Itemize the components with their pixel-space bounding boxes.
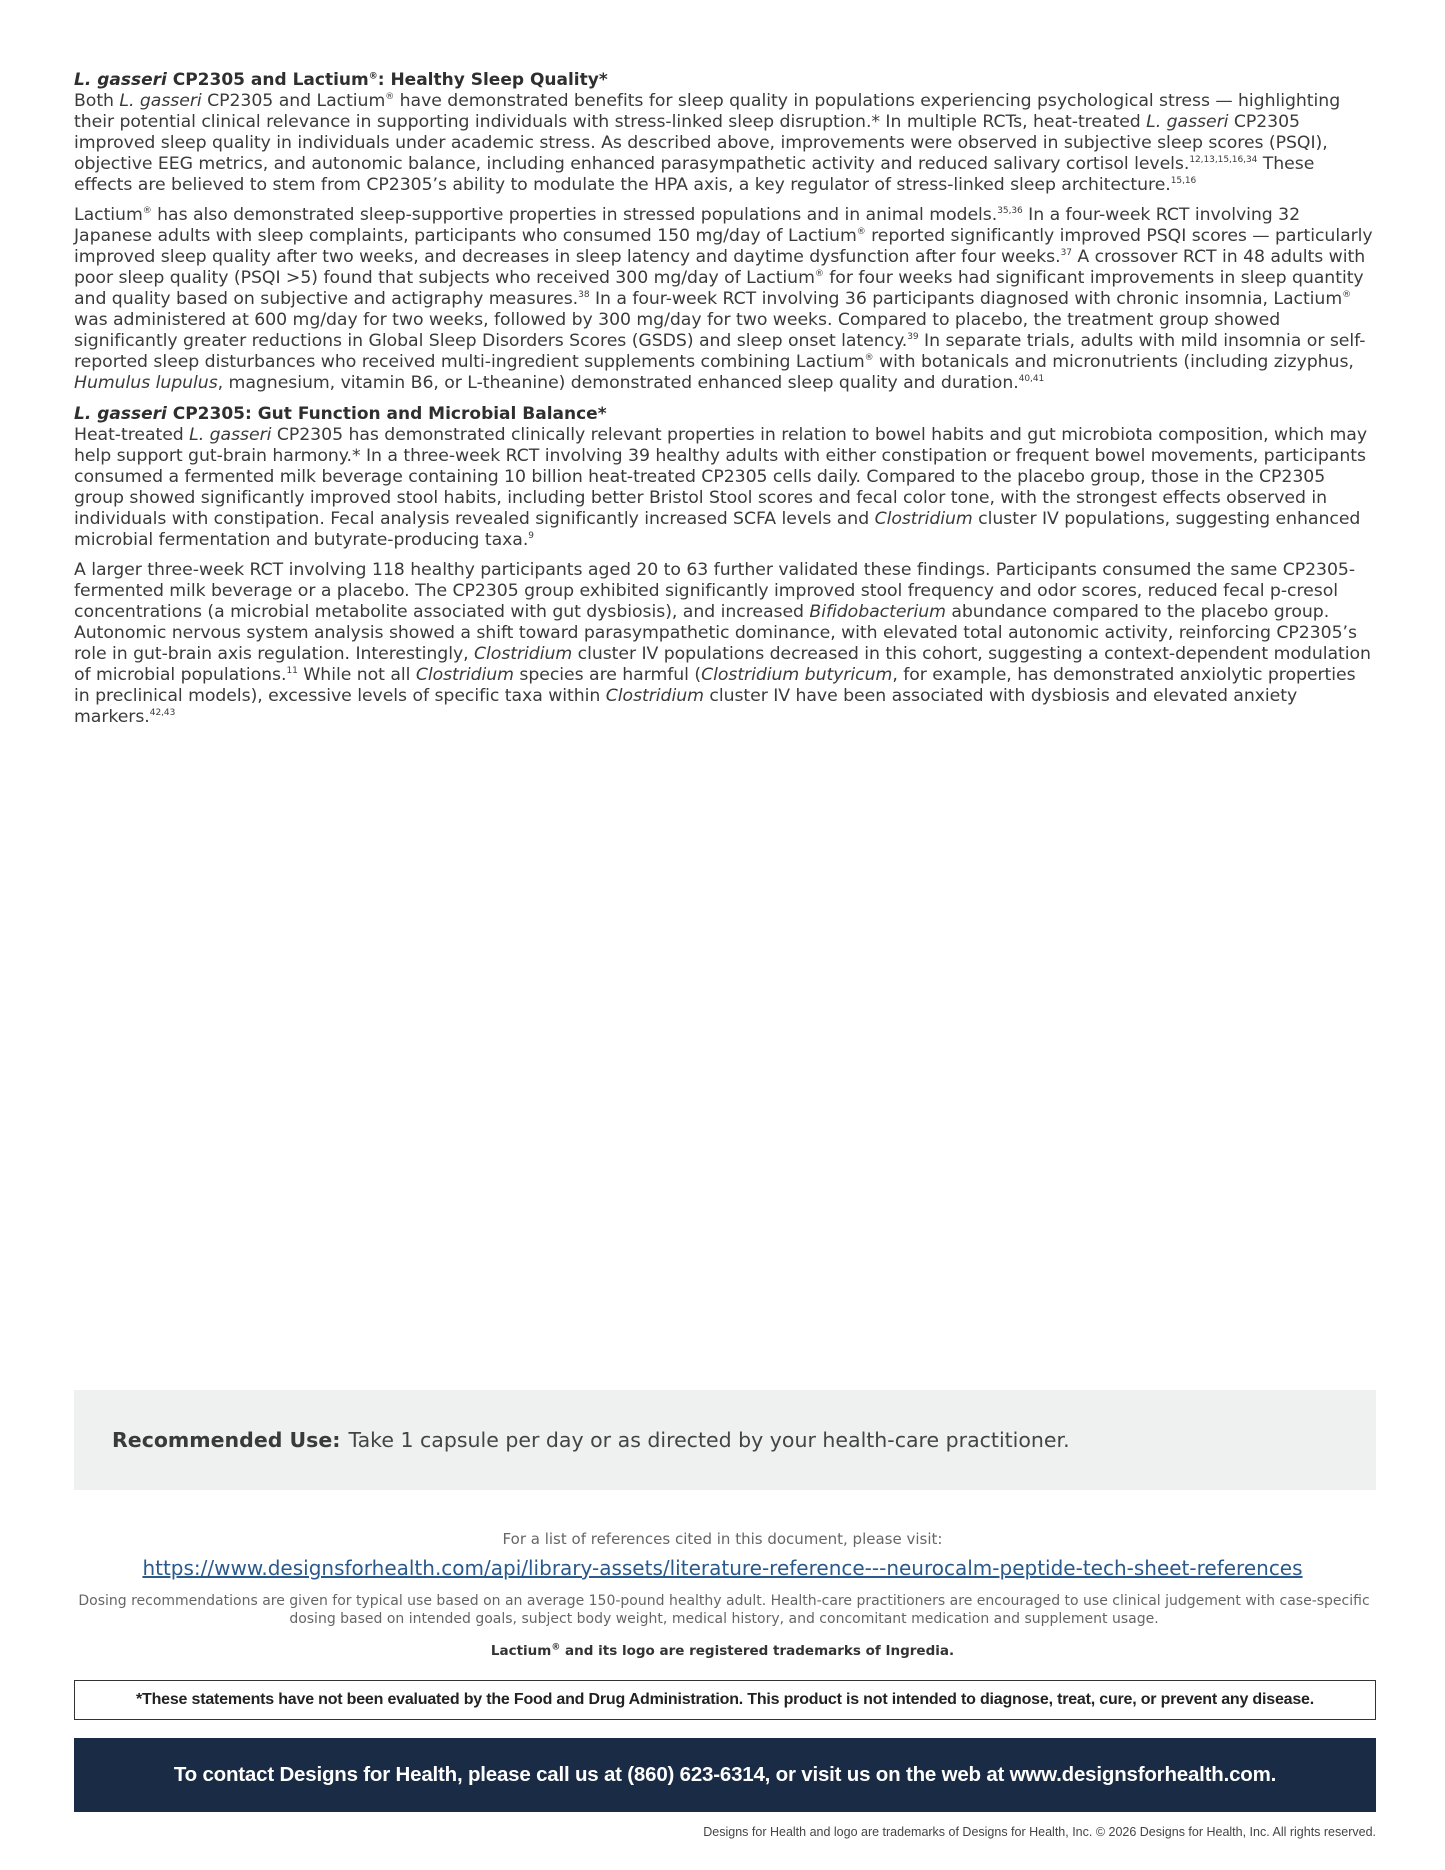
section-heading: L. gasseri CP2305 and Lactium®: Healthy Sleep Quality* [74, 70, 608, 90]
trademark-note: Lactium® and its logo are registered trademarks of Ingredia. [490, 1642, 955, 1659]
recommended-use-text: Take 1 capsule per day or as directed by your health-care practitioner. [348, 1428, 1070, 1452]
section-sleep-quality [74, 70, 1374, 394]
section-heading: L. gasseri CP2305: Gut Function and Microbial Balance* [74, 404, 607, 424]
recommended-use-label: Recommended Use: [112, 1428, 341, 1452]
paragraph: Heat-treated L. gasseri CP2305 has demonstrated clinically relevant properties in relation to bowel habits and gut microbiota composition, which may help support gut-brain harmony.* In a three-week RCT involving 39 healthy adults with either constipation or frequent bowel movements, participants consumed a fermented milk beverage containing 10 billion heat-treated CP2305 cells daily. Compared to the placebo group, those in the CP2305 group showed significantly improved stool habits, including better Bristol Stool scores and fecal color tone, with the strongest effects observed in individuals with constipation. Fecal analysis revealed significantly increased SCFA levels and Clostridium cluster IV populations, suggesting enhanced microbial fermentation and butyrate-producing taxa.$^9$ [74, 425, 1368, 550]
paragraph: A larger three-week RCT involving 118 healthy participants aged 20 to 63 further validated these findings. Participants consumed the same CP2305-fermented milk beverage or a placebo. The CP2305 group exhibited significantly improved stool frequency and odor scores, reduced fecal p-cresol concentrations (a microbial metabolite associated with gut dysbiosis), and increased Bifidobacterium abundance compared to the placebo group. Autonomic nervous system analysis showed a shift toward parasympathetic dominance, with elevated total autonomic activity, reinforcing CP2305’s role in gut-brain axis regulation. Interestingly, Clostridium cluster IV populations decreased in this cohort, suggesting a context-dependent modulation of microbial populations.$^{11}$ While not all Clostridium species are harmful (Clostridium butyricum, for example, has demonstrated anxiolytic properties in preclinical models), excessive levels of specific taxa within Clostridium cluster IV have been associated with dysbiosis and elevated anxiety markers.$^{42,43}$ [74, 560, 1371, 727]
dosing-note: Dosing recommendations are given for typical use based on an average 150-pound healthy adult. Health-care practitioners are encouraged to use clinical judgement with case-specific dosing based on intended goals, subject body weight, medical history, and concomitant medication and supplement usage. [78, 1593, 1370, 1627]
recommended-use-box [74, 1390, 1376, 1490]
references-link[interactable]: https://www.designsforhealth.com/api/library-assets/literature-reference---neurocalm-peptide-tech-sheet-references [142, 1556, 1303, 1580]
section-gut-function [74, 404, 1374, 728]
references-intro: For a list of references cited in this document, please visit: [502, 1530, 943, 1548]
paragraph: Lactium® has also demonstrated sleep-supportive properties in stressed populations and in animal models.$^{35,36}$ In a four-week RCT involving 32 Japanese adults with sleep complaints, participants who consumed 150 mg/day of Lactium® reported significantly improved PSQI scores — particularly improved sleep quality after two weeks, and decreases in sleep latency and daytime dysfunction after four weeks.$^{37}$ A crossover RCT in 48 adults with poor sleep quality (PSQI >5) found that subjects who received 300 mg/day of Lactium® for four weeks had significant improvements in sleep quantity and quality based on subjective and actigraphy measures.$^{38}$ In a four-week RCT involving 36 participants diagnosed with chronic insomnia, Lactium® was administered at 600 mg/day for two weeks, followed by 300 mg/day for two weeks. Compared to placebo, the treatment group showed significantly greater reductions in Global Sleep Disorders Scores (GSDS) and sleep onset latency.$^{39}$ In separate trials, adults with mild insomnia or self-reported sleep disturbances who received multi-ingredient supplements combining Lactium® with botanicals and micronutrients (including zizyphus, Humulus lupulus, magnesium, vitamin B6, or L-theanine) demonstrated enhanced sleep quality and duration.$^{40,41}$ [74, 205, 1373, 393]
body-content [74, 70, 1374, 738]
paragraph: Both L. gasseri CP2305 and Lactium® have demonstrated benefits for sleep quality in populations experiencing psychological stress — highlighting their potential clinical relevance in supporting individuals with stress-linked sleep disruption.* In multiple RCTs, heat-treated L. gasseri CP2305 improved sleep quality in individuals under academic stress. As described above, improvements were observed in subjective sleep scores (PSQI), objective EEG metrics, and autonomic balance, including enhanced parasympathetic activity and reduced salivary cortisol levels.$^{12,13,15,16,34}$ These effects are believed to stem from CP2305’s ability to modulate the HPA axis, a key regulator of stress-linked sleep architecture.$^{15,16}$ [74, 91, 1341, 195]
contact-bar: To contact Designs for Health, please call us at (860) 623-6314, or visit us on the web at www.designsforhealth.com. [74, 1738, 1376, 1812]
copyright-notice: Designs for Health and logo are trademarks of Designs for Health, Inc. © 2026 Designs for Health, Inc. All rights reserved. [703, 1825, 1376, 1839]
fda-disclaimer: *These statements have not been evaluated by the Food and Drug Administration. This product is not intended to diagnose, treat, cure, or prevent any disease. [74, 1680, 1376, 1720]
